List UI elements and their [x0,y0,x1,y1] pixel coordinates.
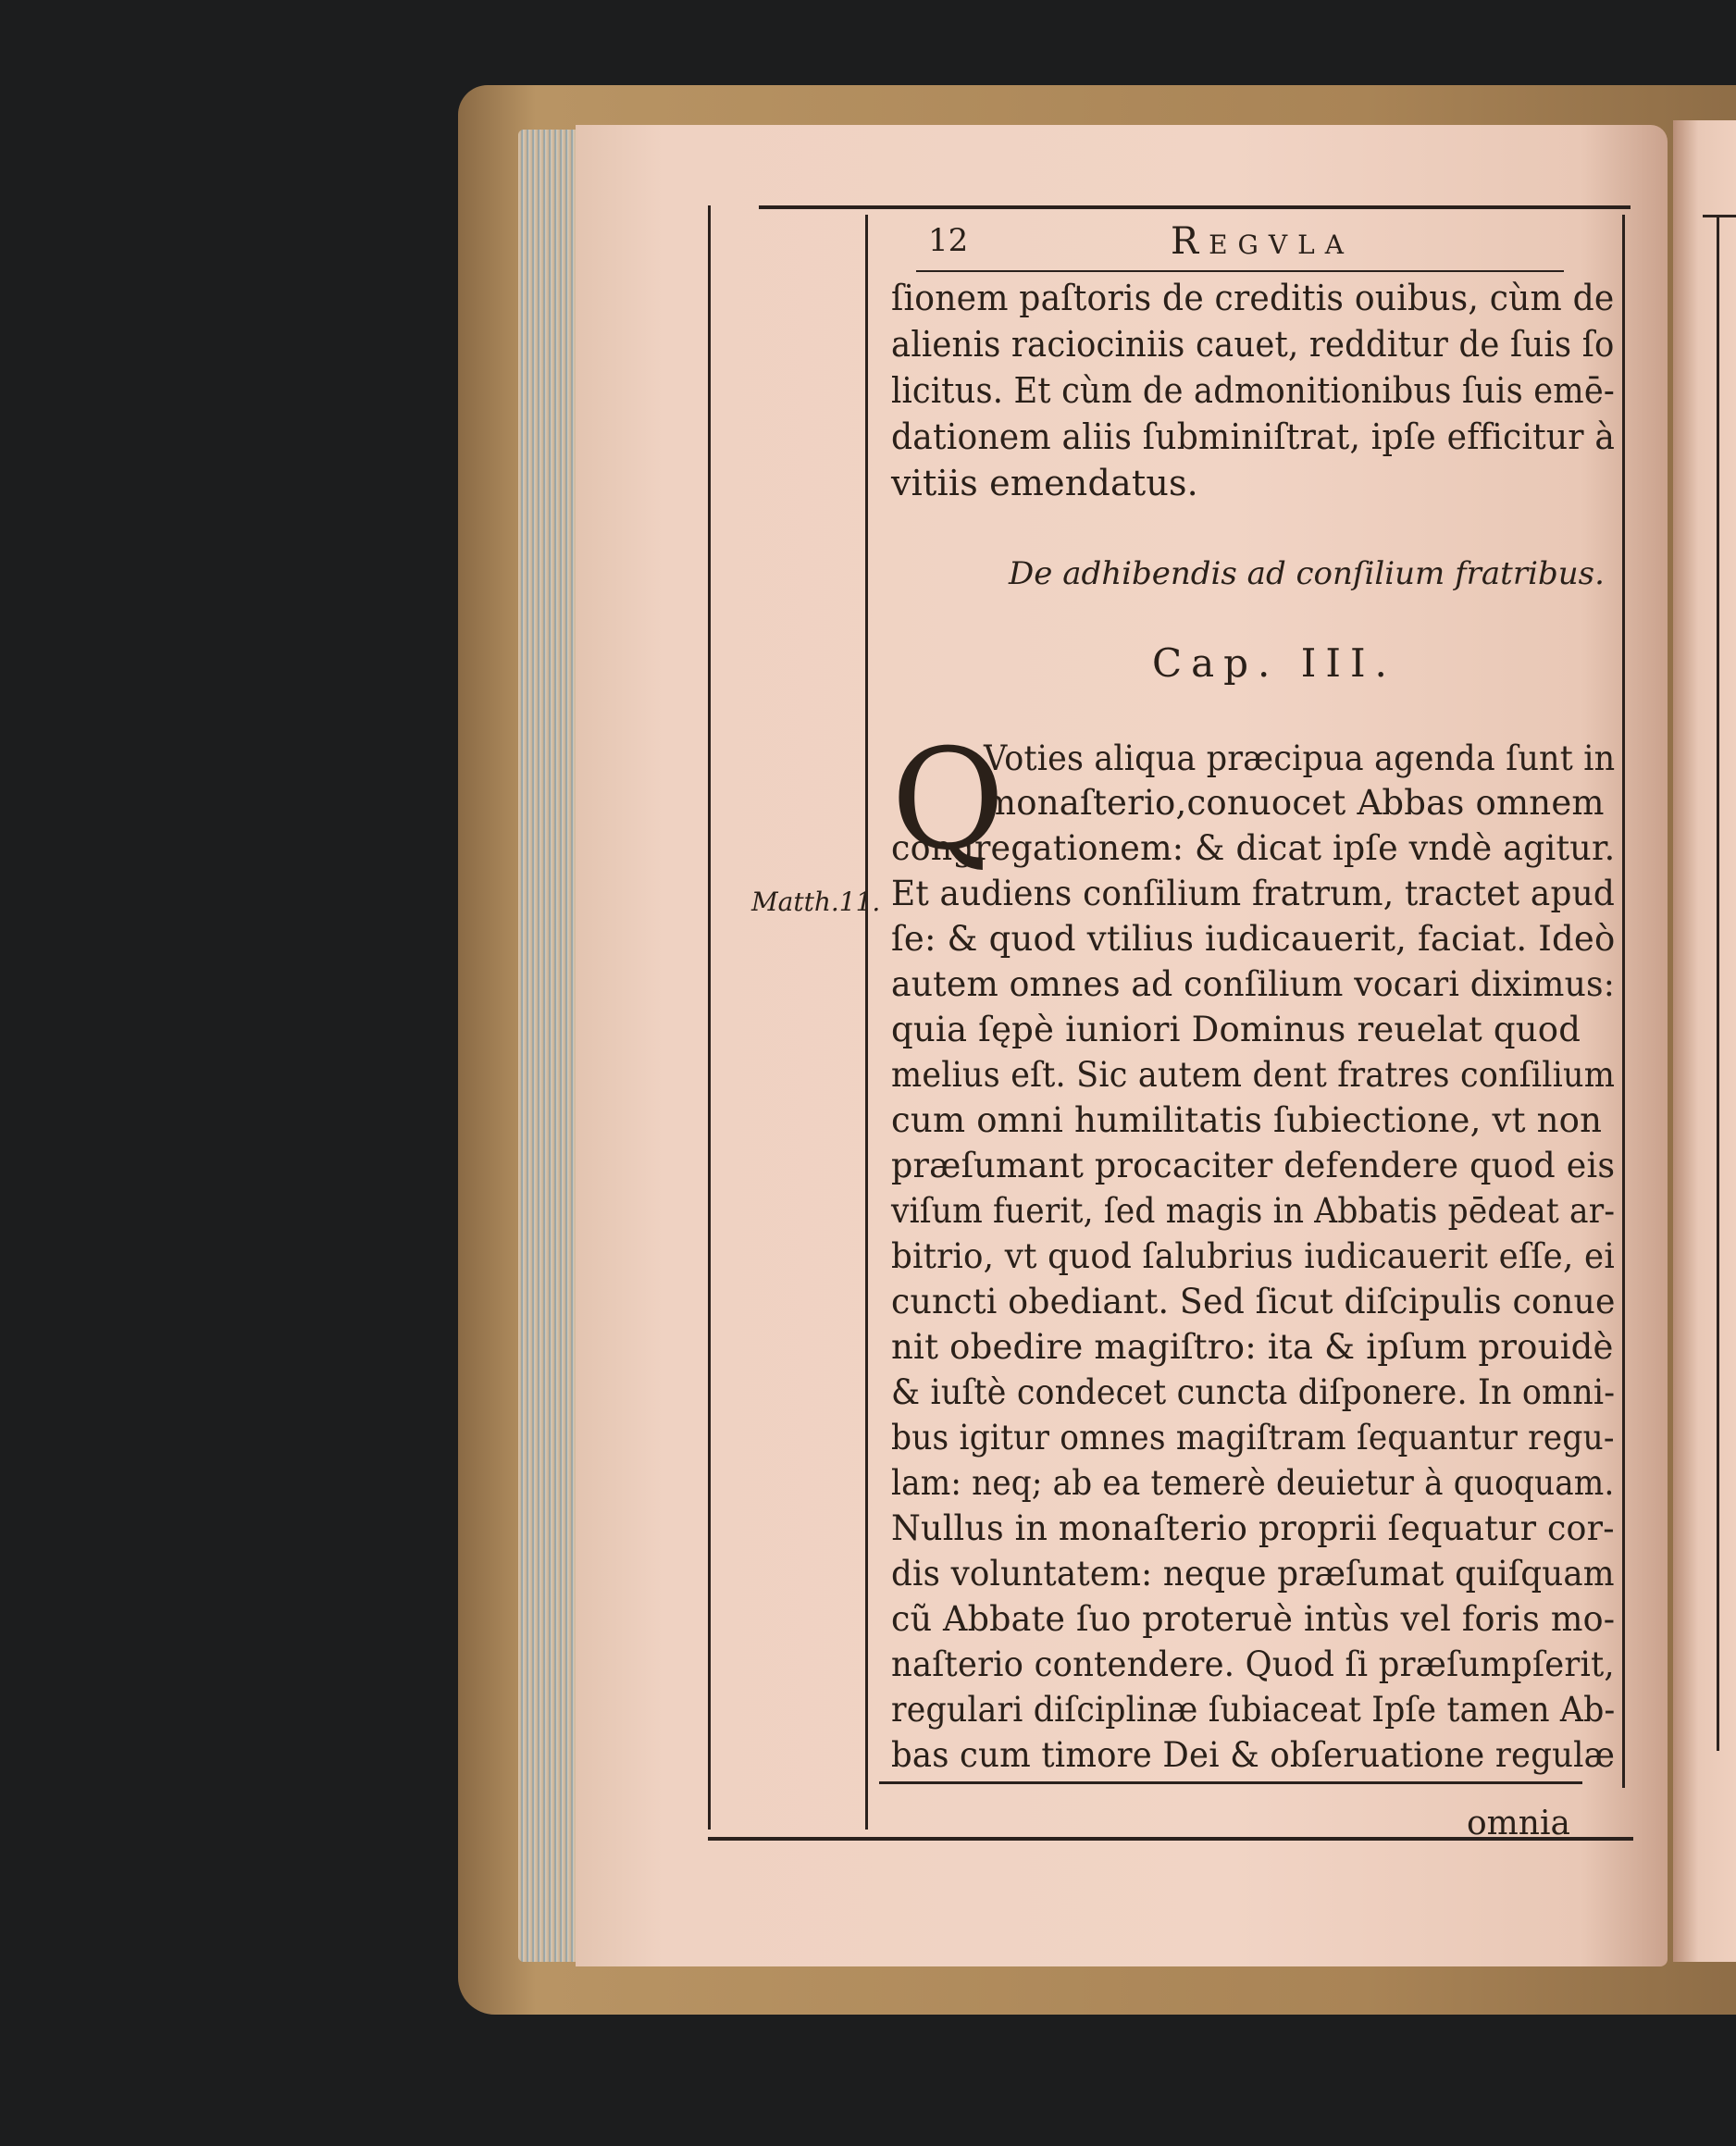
text-line: naſterio contendere. Quod ſi præſumpſerit, [891,1644,1615,1684]
text-line: licitus. Et cùm de admonitionibus ſuis emē- [891,370,1615,411]
top-rule [759,205,1631,209]
text-line: viſum fuerit, ſed magis in Abbatis pēdeat ar- [891,1191,1616,1231]
text-line: cũ Abbate ſuo proteruè intùs vel foris mo- [891,1599,1616,1639]
text-line: Voties aliqua præcipua agenda ſunt in [984,738,1616,778]
outer-left-rule [708,205,711,1830]
text-line: cum omni humilitatis ſubiectione, vt non [891,1100,1603,1140]
running-title: Regvla [1171,220,1354,263]
text-line: cuncti obediant. Sed ſicut diſcipulis conue [891,1282,1616,1321]
text-line: congregationem: & dicat ipſe vndè agitur. [891,828,1616,868]
right-rule [1622,215,1625,1788]
text-line: quia ſępè iuniori Dominus reuelat quod [891,1010,1581,1049]
page-number: 12 [928,222,969,259]
chapter-number: Cap. III. [1152,640,1396,686]
text-line: nit obedire magiſtro: ita & ipſum prouidè [891,1327,1614,1367]
catchword: omnia [1467,1805,1570,1842]
text-line: bitrio, vt quod ſalubrius iudicauerit eſſe, ei [891,1236,1615,1276]
text-line: dis voluntatem: neque præſumat quiſquam [891,1554,1615,1594]
text-line: melius eſt. Sic autem dent fratres conſilium [891,1055,1616,1095]
text-line: bas cum timore Dei & obſeruatione regulæ [891,1735,1616,1775]
header-underline [916,270,1564,272]
text-line: præſumant procaciter defendere quod eis [891,1146,1616,1185]
text-line: regulari diſciplinæ ſubiaceat Ipſe tamen Ab- [891,1690,1616,1730]
text-line: vitiis emendatus. [891,463,1198,503]
right-page-edge [1673,120,1736,1962]
text-line: bus igitur omnes magiſtram ſequantur regu- [891,1418,1615,1458]
margin-note: Matth.11. [751,887,881,917]
inner-bottom-rule [879,1781,1582,1784]
text-line: monaſterio,conuocet Abbas omnem [984,783,1605,823]
text-line: autem omnes ad conſilium vocari diximus: [891,964,1616,1004]
right-page-rule [1703,215,1736,217]
right-page-vertical-rule [1717,215,1719,1751]
text-line: ſionem paſtoris de creditis ouibus, cùm de [891,278,1615,318]
chapter-title: De adhibendis ad conſilium fratribus. [1009,555,1605,592]
text-line: Nullus in monaſterio proprii ſequatur cor- [891,1508,1615,1548]
drop-cap: Q [891,720,1005,881]
text-line: Et audiens conſilium fratrum, tractet apud [891,874,1616,913]
text-line: ſe: & quod vtilius iudicauerit, faciat. Ideò [891,919,1616,959]
text-line: alienis raciociniis cauet, redditur de ſuis ſo [891,324,1615,365]
text-line: dationem aliis ſubminiſtrat, ipſe efficitur à [891,416,1616,457]
text-line: & iuſtè condecet cuncta diſponere. In omni- [891,1372,1616,1412]
inner-left-rule [865,215,868,1830]
text-line: lam: neq; ab ea temerè deuietur à quoquam. [891,1463,1615,1503]
